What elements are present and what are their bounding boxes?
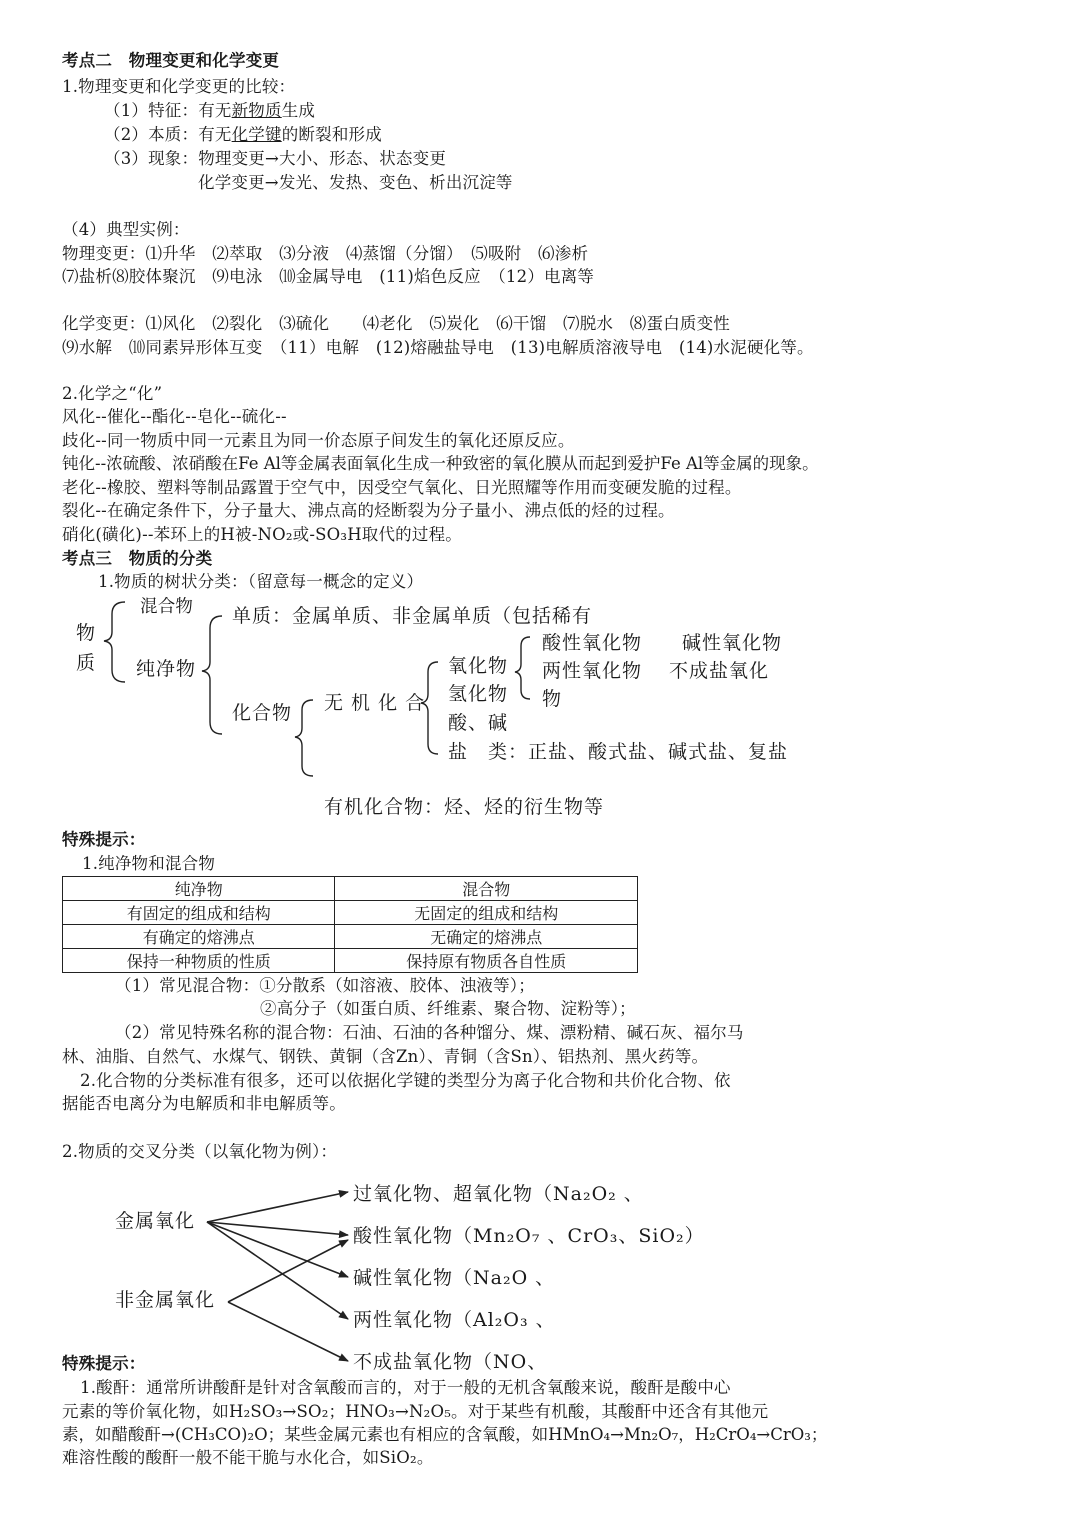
table-cell: 保持一种物质的性质 (63, 949, 335, 973)
comparison-title: 1.物理变更和化学变更的比较： (62, 77, 296, 96)
hua-line-1: 风化--催化--酯化--皂化--硫化-- (62, 407, 287, 426)
section2-heading: 考点二 物理变更和化学变更 (62, 51, 280, 70)
table-header-pure: 纯净物 (63, 877, 335, 901)
compound-class-2: 据能否电离分为电解质和非电解质等。 (62, 1094, 346, 1113)
tree-oxide-types-1: 酸性氧化物 碱性氧化物 (542, 632, 783, 654)
arrow-nonmetal-to-neutral (228, 1302, 348, 1361)
tree-hydride: 氢化物 (448, 683, 509, 705)
anhydride-line-4: 难溶性酸的酸酐一般不能干脆与水化合，如SiO₂。 (62, 1448, 434, 1467)
tree-root-1: 物 (76, 622, 97, 644)
arrow-metal-to-basic (207, 1222, 348, 1277)
mixture-line-3: （2）常见特殊名称的混合物：石油、石油的各种馏分、煤、漂粉精、碱石灰、福尔马 (115, 1023, 744, 1042)
compound-class-1: 2.化合物的分类标准有很多，还可以依据化学键的类型分为离子化合物和共价化合物、依 (80, 1071, 731, 1090)
tree-compound: 化合物 (232, 702, 293, 724)
physical-examples-2: ⑺盐析⑻胶体聚沉 ⑼电泳 ⑽金属导电 (11)焰色反应 （12）电离等 (62, 267, 595, 286)
cross-target-5: 不成盐氧化物（NO、 (353, 1351, 548, 1373)
tree-mixture: 混合物 (140, 597, 194, 617)
tree-oxide: 氧化物 (448, 655, 509, 677)
arrow-metal-to-acidic (207, 1222, 348, 1235)
table-cell: 无固定的组成和结构 (335, 901, 638, 925)
chemical-examples-1: 化学变更：⑴风化 ⑵裂化 ⑶硫化 ⑷老化 ⑸炭化 ⑹干馏 ⑺脱水 ⑻蛋白质变性 (62, 314, 730, 333)
physical-examples-1: 物理变更：⑴升华 ⑵萃取 ⑶分液 ⑷蒸馏（分馏） ⑸吸附 ⑹渗析 (62, 244, 589, 263)
tree-organic: 有机化合物：烃、烃的衍生物等 (324, 796, 605, 818)
cross-target-3: 碱性氧化物（Na₂O 、 (353, 1267, 556, 1289)
arrow-metal-to-amphoteric (207, 1222, 348, 1319)
cross-target-4: 两性氧化物（Al₂O₃ 、 (353, 1309, 556, 1331)
cross-target-1: 过氧化物、超氧化物（Na₂O₂ 、 (353, 1183, 644, 1205)
examples-title: （4）典型实例： (62, 220, 190, 239)
phenomenon-physical: （3）现象：物理变更→大小、形态、状态变更 (104, 149, 447, 168)
tree-title: 1.物质的树状分类：（留意每一概念的定义） (98, 572, 424, 591)
table-cell: 有固定的组成和结构 (63, 901, 335, 925)
mixture-line-4: 林、油脂、自然气、水煤气、钢铁、黄铜（含Zn）、青铜（含Sn）、铝热剂、黑火药等。 (62, 1047, 709, 1066)
table-cell: 保持原有物质各自性质 (335, 949, 638, 973)
tree-element: 单质：金属单质、非金属单质（包括稀有 (232, 605, 593, 627)
arrow-metal-to-peroxide (207, 1192, 348, 1222)
anhydride-line-2: 元素的等价氧化物，如H₂SO₃→SO₂；HNO₃→N₂O₅。对于某些有机酸，其酸酐中还含有其他元 (62, 1402, 769, 1421)
hua-line-6: 硝化(磺化)--苯环上的H被-NO₂或-SO₃H取代的过程。 (62, 525, 462, 544)
feature-prefix: （1）特征：有无 (104, 101, 232, 120)
table-cell: 无确定的熔沸点 (335, 925, 638, 949)
chemical-examples-2: ⑼水解 ⑽同素异形体互变 （11）电解 (12)熔融盐导电 (13)电解质溶液导电 (14)水泥硬化等。 (62, 338, 814, 357)
hua-line-2: 歧化--同一物质中同一元素且为同一价态原子间发生的氧化还原反应。 (62, 431, 575, 450)
feature-underlined: 新物质 (231, 101, 282, 120)
cross-target-2: 酸性氧化物（Mn₂O₇ 、CrO₃、SiO₂） (353, 1225, 705, 1247)
tree-pure: 纯净物 (136, 658, 197, 680)
tree-salt: 盐 类：正盐、酸式盐、碱式盐、复盐 (448, 741, 789, 763)
tip-heading-1: 特殊提示： (62, 830, 146, 849)
mixture-line-1: （1）常见混合物：①分散系（如溶液、胶体、浊液等）； (115, 976, 535, 995)
table-cell: 有确定的熔沸点 (63, 925, 335, 949)
cross-title: 2.物质的交叉分类（以氧化物为例）： (62, 1142, 338, 1161)
essence-suffix: 的断裂和形成 (281, 125, 382, 144)
anhydride-line-1: 1.酸酐：通常所讲酸酐是针对含氧酸而言的，对于一般的无机含氧酸来说，酸酐是酸中心 (80, 1378, 731, 1397)
essence-underlined: 化学键 (231, 125, 282, 144)
hua-line-5: 裂化--在确定条件下，分子量大、沸点高的烃断裂为分子量小、沸点低的烃的过程。 (62, 501, 675, 520)
pure-mixture-title: 1.纯净物和混合物 (82, 854, 216, 873)
tree-oxide-types-2: 两性氧化物 不成盐氧化 (542, 660, 770, 682)
table-header-mixture: 混合物 (335, 877, 638, 901)
hua-line-3: 钝化--浓硫酸、浓硝酸在Fe Al等金属表面氧化生成一种致密的氧化膜从而起到爱护Fe Al等金属的现象。 (62, 454, 819, 473)
feature-suffix: 生成 (281, 101, 316, 120)
hua-title: 2.化学之“化” (62, 384, 163, 403)
tree-inorganic: 无 机 化 合 (324, 692, 426, 714)
essence-prefix: （2）本质：有无 (104, 125, 232, 144)
anhydride-line-3: 素，如醋酸酐→(CH₃CO)₂O；某些金属元素也有相应的含氧酸，如HMnO₄→Mn₂O₇，H₂CrO₄→CrO₃； (62, 1425, 828, 1444)
cross-nonmetal-oxide: 非金属氧化 (115, 1289, 216, 1311)
tree-acid-base: 酸、碱 (448, 712, 509, 734)
mixture-line-2: ②高分子（如蛋白质、纤维素、聚合物、淀粉等）； (260, 999, 636, 1018)
phenomenon-chemical: 化学变更→发光、发热、变色、析出沉淀等 (198, 173, 513, 192)
cross-metal-oxide: 金属氧化 (115, 1210, 196, 1232)
hua-line-4: 老化--橡胶、塑料等制品露置于空气中，因受空气氧化、日光照耀等作用而变硬发脆的过程。 (62, 478, 742, 497)
tip-heading-2: 特殊提示： (62, 1354, 146, 1373)
tree-oxide-types-3: 物 (542, 688, 563, 710)
section3-heading: 考点三 物质的分类 (62, 549, 213, 568)
tree-root-2: 质 (76, 652, 97, 674)
